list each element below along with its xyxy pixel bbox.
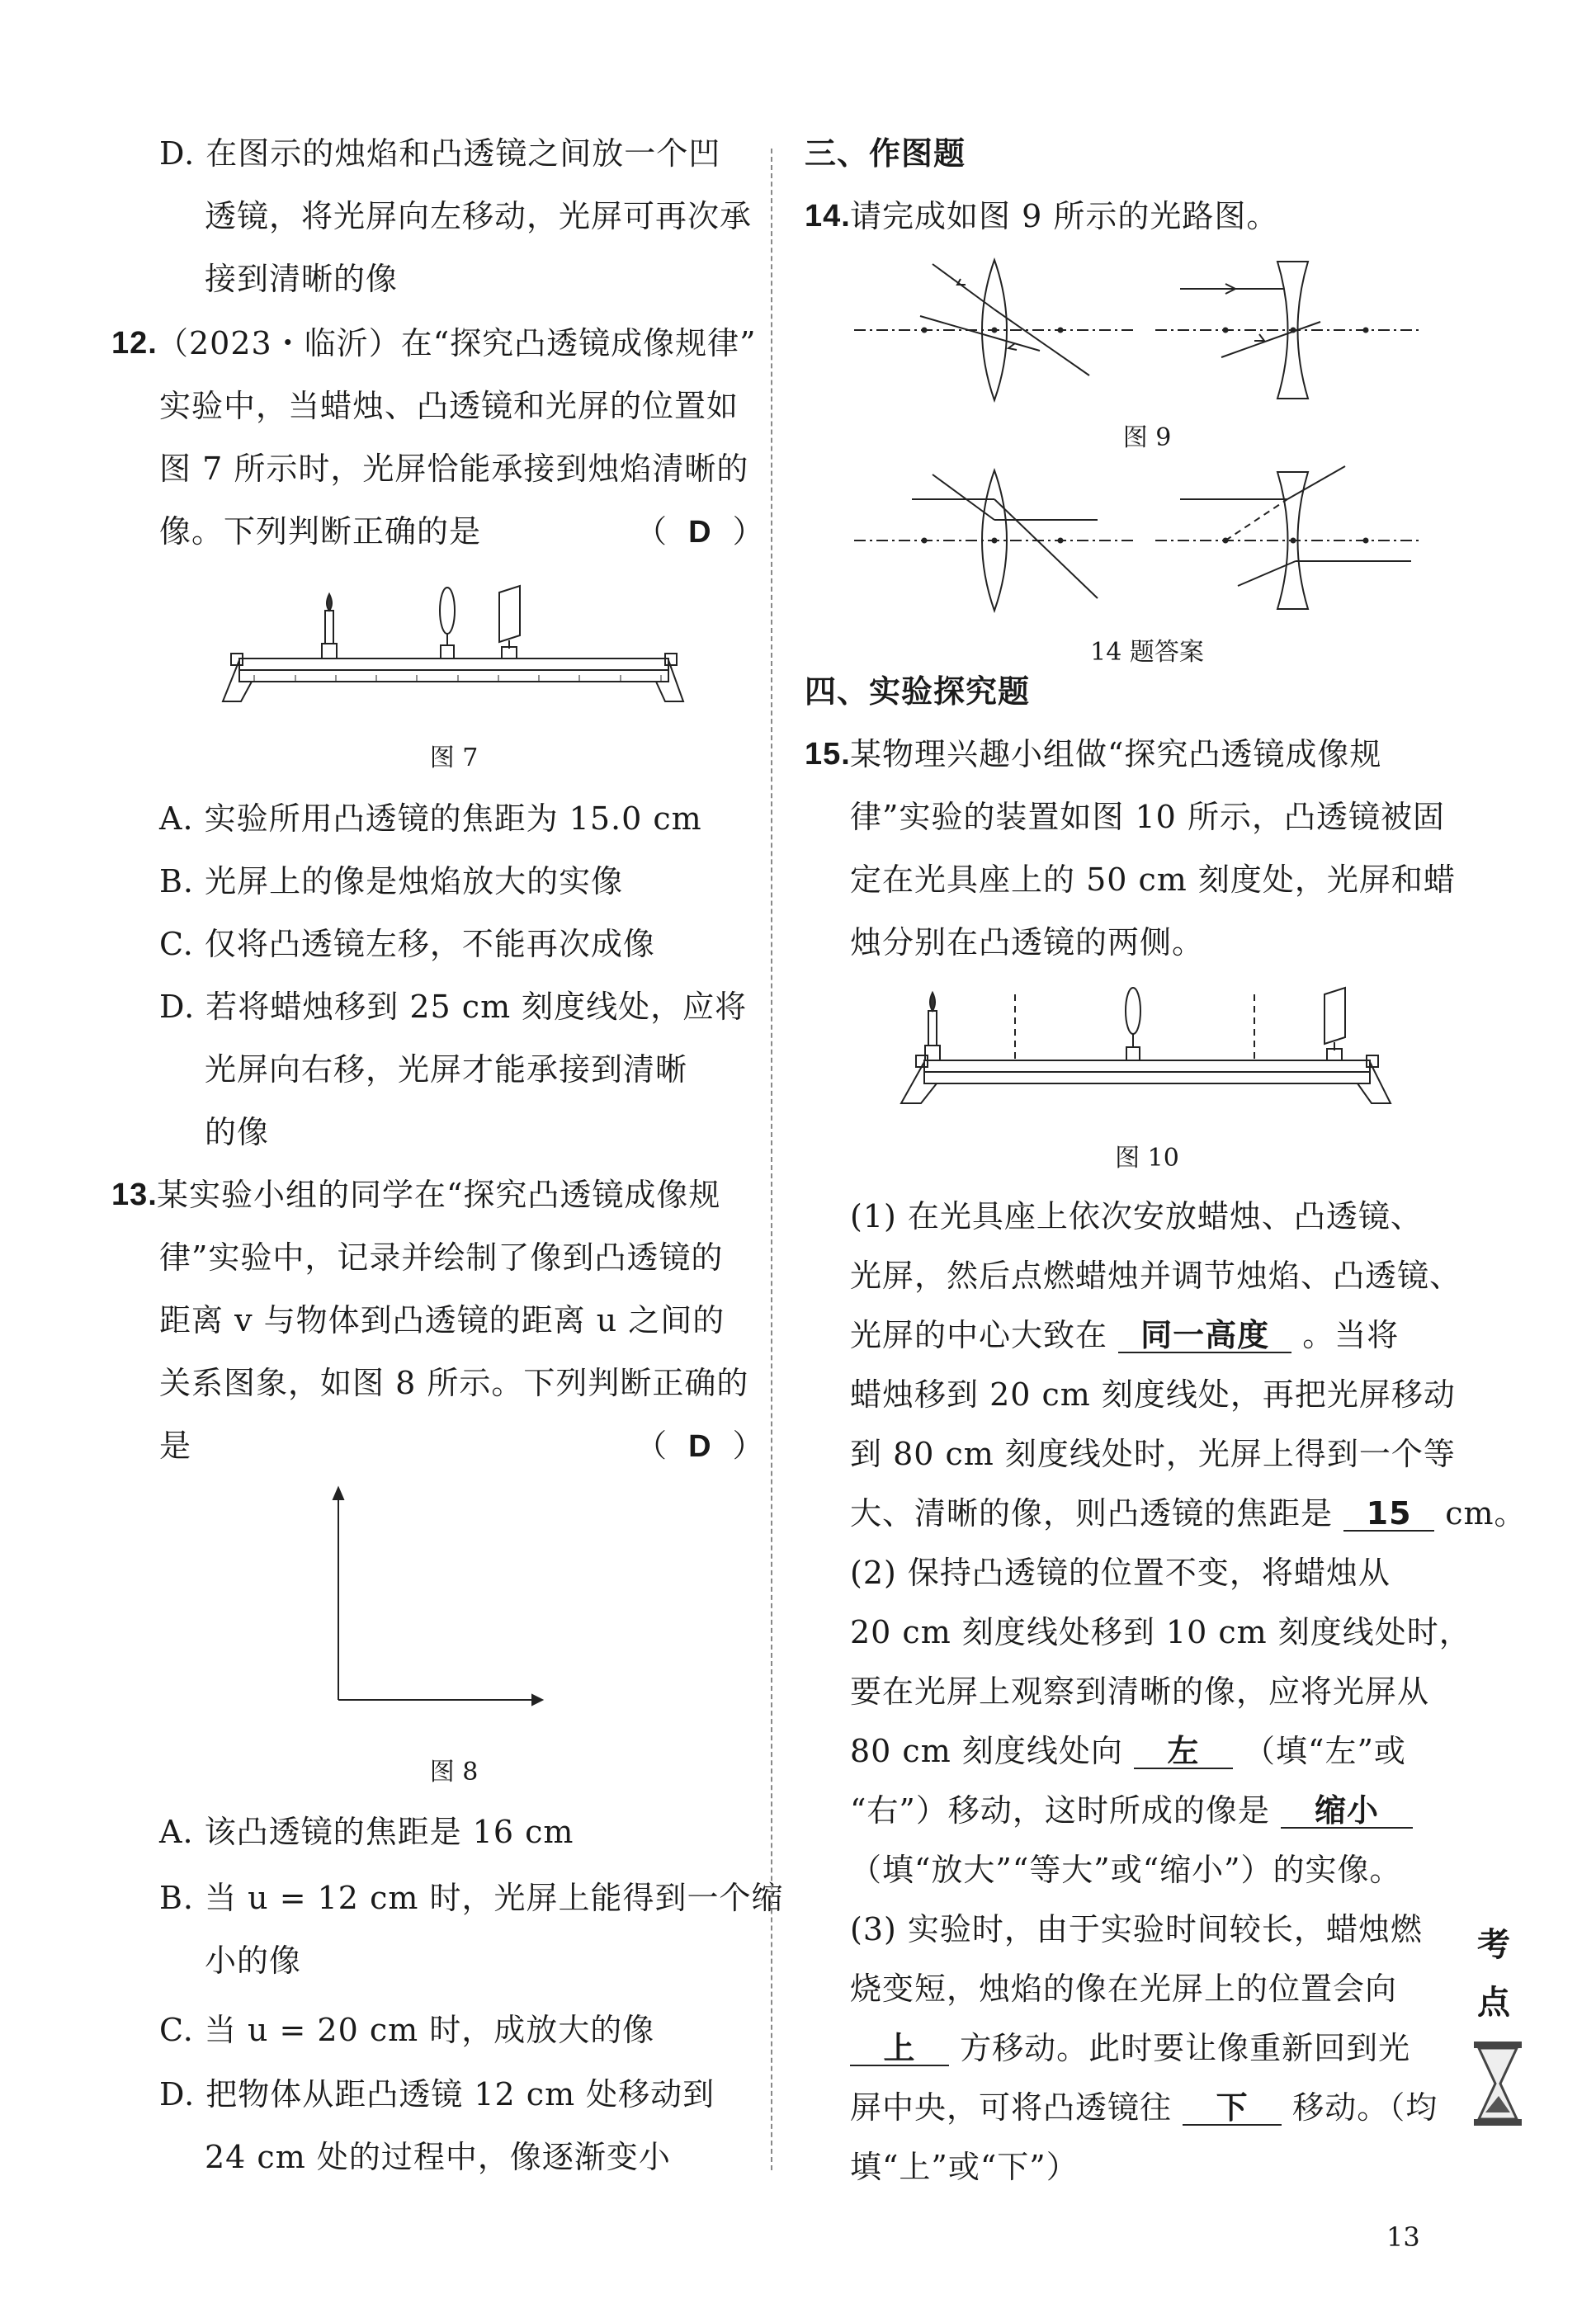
q15-p1-line6 (850, 1494, 1527, 1533)
q15-p3-line2: 烧变短，烛焰的像在光屏上的位置会向 (850, 1971, 1398, 2007)
q15-p3-line4 (850, 2088, 1438, 2127)
blank-4-answer: 缩小 (1281, 1794, 1413, 1829)
blank-2-answer: 15 (1343, 1497, 1434, 1532)
q15-p2-text-b: （填“左”或 (1244, 1733, 1406, 1769)
q15-intro-line2: 律”实验的装置如图 10 所示，凸透镜被固 (850, 799, 1445, 835)
q15-number: 15. (805, 737, 851, 772)
q12-bracket-left: （ (635, 513, 668, 550)
q13-option-b-line1: B. 当 u = 12 cm 时，光屏上能得到一个缩 (159, 1880, 784, 1916)
q15-p2-line2: 20 cm 刻度线处移到 10 cm 刻度线处时， (850, 1614, 1471, 1650)
y-axis-arrow (333, 1488, 343, 1499)
q15-p3-line3 (850, 2028, 1410, 2068)
q12-option-c: C. 仅将凸透镜左移，不能再次成像 (159, 926, 655, 962)
q12-option-b: B. 光屏上的像是烛焰放大的实像 (159, 863, 624, 899)
q12-number: 12. (111, 326, 158, 361)
section-3-heading: 三、作图题 (805, 135, 966, 172)
q15-p3-text-c: 屏中央，可将凸透镜往 (850, 2089, 1173, 2126)
q15-p2-line1: (2) 保持凸透镜的位置不变，将蜡烛从 (850, 1555, 1391, 1591)
candle-flame (327, 594, 332, 611)
q12-bracket-right: ） (732, 513, 765, 550)
q15-p2-line6: （填“放大”“等大”或“缩小”）的实像。 (850, 1852, 1402, 1888)
q15-p3-text-b: 方移动。此时要让像重新回到光 (960, 2030, 1411, 2066)
q15-intro-line1: 某物理兴趣小组做“探究凸透镜成像规 (850, 736, 1382, 772)
q15-p3-line5: 填“上”或“下”） (850, 2149, 1079, 2185)
q15-p1-line1: (1) 在光具座上依次安放蜡烛、凸透镜、 (850, 1198, 1423, 1234)
q13-option-d-line2: 24 cm 处的过程中，像逐渐变小 (205, 2139, 671, 2175)
figure-7-caption: 图 7 (429, 743, 479, 772)
q15-p1-line5: 到 80 cm 刻度线处时，光屏上得到一个等 (850, 1436, 1456, 1472)
q12-text-line4: 像。下列判断正确的是 (159, 513, 482, 550)
q15-p2-line4 (850, 1731, 1406, 1771)
q11-option-d-line3: 接到清晰的像 (205, 261, 399, 297)
candle (325, 611, 333, 644)
q15-p1-line3 (850, 1315, 1399, 1355)
q14-answer-diagram (850, 462, 1428, 627)
q12-option-d-line3: 的像 (205, 1114, 270, 1150)
q15-p1-line2: 光屏，然后点燃蜡烛并调节烛焰、凸透镜、 (850, 1258, 1462, 1294)
q12-option-d-line2: 光屏向右移，光屏才能承接到清晰 (205, 1051, 688, 1088)
blank-1-answer: 同一高度 (1118, 1319, 1291, 1353)
q15-p2-text-c: “右”）移动，这时所成的像是 (850, 1792, 1270, 1829)
q15-p2-line3: 要在光屏上观察到清晰的像，应将光屏从 (850, 1673, 1430, 1710)
q15-p1-text-b: 。当将 (1302, 1317, 1400, 1353)
q15-p1-line4: 蜡烛移到 20 cm 刻度线处，再把光屏移动 (850, 1376, 1456, 1413)
q15-p1-text-d: cm。 (1445, 1495, 1527, 1532)
q12-option-a: A. 实验所用凸透镜的焦距为 15.0 cm (159, 800, 702, 837)
q13-option-d-line1: D. 把物体从距凸透镜 12 cm 处移动到 (159, 2076, 715, 2112)
q13-text-line4: 关系图象，如图 8 所示。下列判断正确的 (159, 1365, 749, 1401)
q13-bracket-right: ） (732, 1428, 765, 1464)
q13-text-line3: 距离 v 与物体到凸透镜的距离 u 之间的 (159, 1302, 725, 1338)
q13-option-b-line2: 小的像 (205, 1942, 302, 1979)
q15-p2-text-a: 80 cm 刻度线处向 (850, 1733, 1123, 1769)
q13-text-line1: 某实验小组的同学在“探究凸透镜成像规 (157, 1177, 721, 1213)
candle (928, 1011, 937, 1046)
column-divider (771, 149, 772, 2170)
figure-10-optical-bench (891, 978, 1403, 1122)
figure-7-optical-bench (206, 578, 685, 718)
q12-answer-bracket (635, 512, 765, 552)
convex-lens (440, 588, 455, 634)
side-label-dian: 点 (1477, 1984, 1510, 2022)
q15-p2-line5 (850, 1791, 1413, 1830)
q14-answer-caption: 14 题答案 (1090, 638, 1204, 667)
q11-option-d-line2: 透镜，将光屏向左移动，光屏可再次承 (205, 198, 753, 234)
convex-lens (1126, 988, 1140, 1034)
blank-6-answer: 下 (1183, 2091, 1282, 2126)
side-label-kao: 考 (1477, 1926, 1510, 1964)
hourglass-icon (1469, 2038, 1527, 2129)
q15-p3-text-d: 移动。（均 (1292, 2089, 1438, 2126)
q15-p1-text-a: 光屏的中心大致在 (850, 1317, 1108, 1353)
q12-text-line3: 图 7 所示时，光屏恰能承接到烛焰清晰的 (159, 451, 749, 487)
q13-text-line5: 是 (159, 1428, 192, 1464)
candle-flame (930, 993, 935, 1011)
q13-number: 13. (111, 1178, 158, 1212)
q15-intro-line4: 烛分别在凸透镜的两侧。 (850, 924, 1205, 961)
light-screen (499, 586, 520, 642)
q12-answer: D (688, 515, 712, 550)
q15-p3-line1: (3) 实验时，由于实验时间较长，蜡烛燃 (850, 1911, 1423, 1947)
figure-8-caption: 图 8 (429, 1758, 479, 1787)
q15-p1-text-c: 大、清晰的像，则凸透镜的焦距是 (850, 1495, 1334, 1532)
light-screen (1324, 988, 1345, 1044)
section-4-heading: 四、实验探究题 (805, 673, 1031, 710)
q15-intro-line3: 定在光具座上的 50 cm 刻度处，光屏和蜡 (850, 861, 1456, 898)
blank-5-answer: 上 (850, 2032, 949, 2066)
page-number: 13 (1386, 2221, 1420, 2253)
figure-10-caption: 图 10 (1115, 1144, 1179, 1173)
figure-8-graph (293, 1481, 615, 1737)
q13-answer: D (688, 1429, 712, 1464)
q12-option-d-line1: D. 若将蜡烛移到 25 cm 刻度线处，应将 (159, 989, 748, 1025)
q13-bracket-left: （ (635, 1428, 668, 1464)
q13-text-line2: 律”实验中，记录并绘制了像到凸透镜的 (159, 1239, 724, 1276)
q13-option-a: A. 该凸透镜的焦距是 16 cm (159, 1814, 574, 1850)
q11-option-d-line1: D. 在图示的烛焰和凸透镜之间放一个凹 (159, 135, 721, 172)
figure-9-diagram (850, 252, 1428, 417)
blank-3-answer: 左 (1134, 1735, 1233, 1769)
q14-text: 请完成如图 9 所示的光路图。 (850, 198, 1279, 234)
q13-answer-bracket (635, 1426, 765, 1466)
q12-text-line2: 实验中，当蜡烛、凸透镜和光屏的位置如 (159, 388, 739, 424)
x-axis-arrow (532, 1695, 542, 1705)
q14-number: 14. (805, 199, 851, 234)
q12-text-line1: （2023・临沂）在“探究凸透镜成像规律” (157, 325, 757, 361)
figure-9-caption: 图 9 (1122, 423, 1172, 452)
q13-option-c: C. 当 u = 20 cm 时，成放大的像 (159, 2012, 655, 2048)
